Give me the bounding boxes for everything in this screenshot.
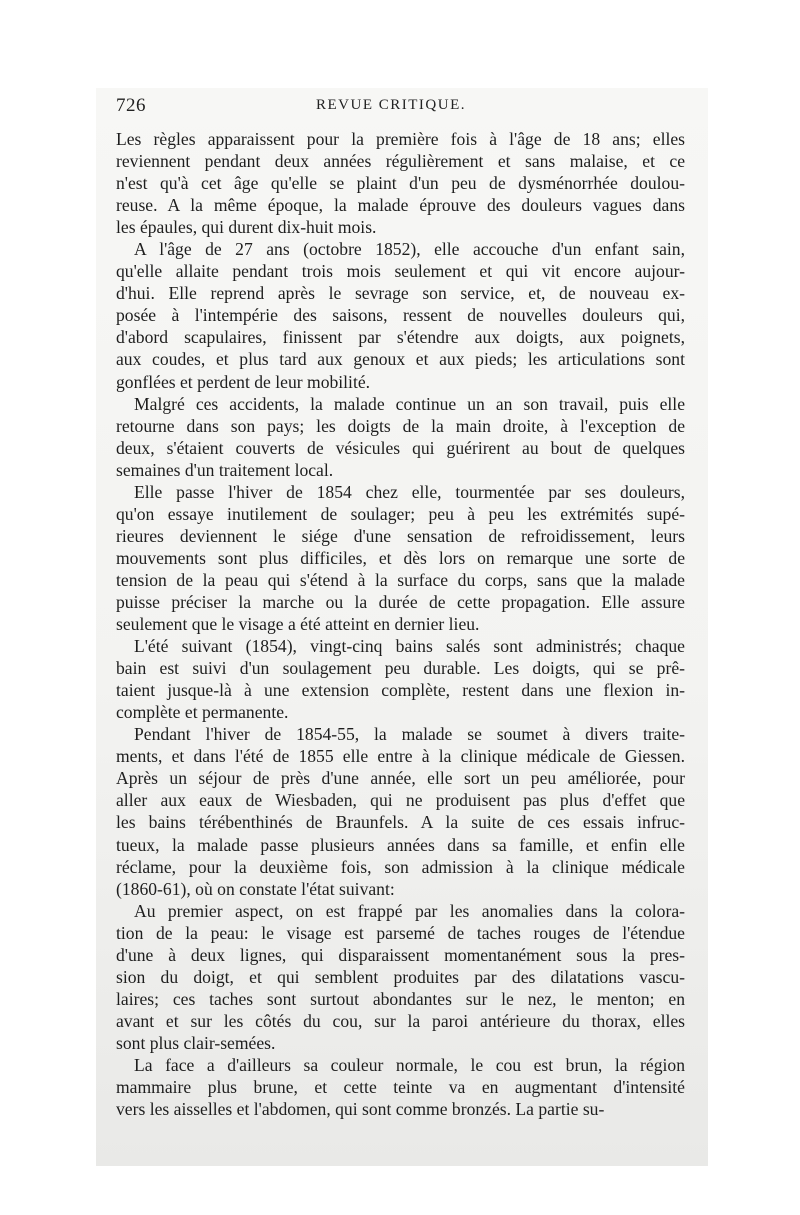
text-line: retourne dans son pays; les doigts de la main droite, à l'exception de xyxy=(116,415,685,436)
text-line: Au premier aspect, on est frappé par les anomalies dans la colora- xyxy=(134,900,685,921)
text-line: ments, et dans l'été de 1855 elle entre à la clinique médicale de Giessen. xyxy=(116,746,685,767)
paragraph xyxy=(116,723,685,899)
text-line: Après un séjour de près d'une année, elle sort un peu améliorée, pour xyxy=(116,768,685,789)
text-line: réclame, pour la deuxième fois, son admission à la clinique médicale xyxy=(116,856,685,877)
text-line: aller aux eaux de Wiesbaden, qui ne produisent pas plus d'effet que xyxy=(116,790,685,811)
text-line: complète et permanente. xyxy=(116,702,289,723)
text-line: taient jusque-là à une extension complète, restent dans une flexion in- xyxy=(116,680,685,701)
page-number: 726 xyxy=(116,95,146,116)
paragraph xyxy=(116,635,685,723)
text-line: Pendant l'hiver de 1854-55, la malade se soumet à divers traite- xyxy=(134,724,685,745)
text-line: laires; ces taches sont surtout abondantes sur le nez, le menton; en xyxy=(116,988,685,1009)
paragraph xyxy=(116,128,685,238)
body-text xyxy=(116,128,685,1120)
paragraph xyxy=(116,1054,685,1120)
text-line: vers les aisselles et l'abdomen, qui sont comme bronzés. La partie su- xyxy=(116,1099,605,1120)
text-line: tension de la peau qui s'étend à la surface du corps, sans que la malade xyxy=(116,569,685,590)
text-line: reviennent pendant deux années régulièrement et sans malaise, et ce xyxy=(116,151,685,172)
text-line: qu'on essaye inutilement de soulager; peu à peu les extrémités supé- xyxy=(116,503,685,524)
paragraph xyxy=(116,393,685,481)
text-line: La face a d'ailleurs sa couleur normale, le cou est brun, la région xyxy=(134,1054,685,1075)
text-line: mouvements sont plus difficiles, et dès lors on remarque une sorte de xyxy=(116,547,685,568)
text-line: Les règles apparaissent pour la première fois à l'âge de 18 ans; elles xyxy=(116,129,685,149)
text-line: avant et sur les côtés du cou, sur la paroi antérieure du thorax, elles xyxy=(116,1010,685,1031)
text-line: aux coudes, et plus tard aux genoux et aux pieds; les articulations sont xyxy=(116,349,685,370)
paragraph xyxy=(116,481,685,635)
text-line: bain est suivi d'un soulagement peu durable. Les doigts, qui se prê- xyxy=(116,658,685,679)
text-line: deux, s'étaient couverts de vésicules qui guérirent au bout de quelques xyxy=(116,437,685,458)
text-line: puisse préciser la marche ou la durée de cette propagation. Elle assure xyxy=(116,591,685,612)
text-line: tueux, la malade passe plusieurs années dans sa famille, et enfin elle xyxy=(116,834,685,855)
text-line: les épaules, qui durent dix-huit mois. xyxy=(116,217,377,238)
text-line: reuse. A la même époque, la malade éprouve des douleurs vagues dans xyxy=(116,195,685,216)
text-line: d'une à deux lignes, qui disparaissent momentanément sous la pres- xyxy=(116,944,685,965)
text-line: d'abord scapulaires, finissent par s'étendre aux doigts, aux poignets, xyxy=(116,327,685,348)
text-line: les bains térébenthinés de Braunfels. A la suite de ces essais infruc- xyxy=(116,812,685,833)
text-line: gonflées et perdent de leur mobilité. xyxy=(116,371,371,392)
text-line: A l'âge de 27 ans (octobre 1852), elle accouche d'un enfant sain, xyxy=(134,239,685,260)
text-line: Malgré ces accidents, la malade continue un an son travail, puis elle xyxy=(134,393,685,414)
text-line: sont plus clair-semées. xyxy=(116,1032,276,1053)
running-title: REVUE CRITIQUE. xyxy=(316,97,466,113)
text-line: d'hui. Elle reprend après le sevrage son service, et, de nouveau ex- xyxy=(116,283,685,304)
text-line: n'est qu'à cet âge qu'elle se plaint d'un peu de dysménorrhée doulou- xyxy=(116,173,685,194)
text-line: mammaire plus brune, et cette teinte va en augmentant d'intensité xyxy=(116,1077,685,1098)
text-line: posée à l'intempérie des saisons, ressent de nouvelles douleurs qui, xyxy=(116,305,685,326)
text-line: qu'elle allaite pendant trois mois seulement et qui vit encore aujour- xyxy=(116,261,685,282)
text-line: rieures deviennent le siége d'une sensation de refroidissement, leurs xyxy=(116,525,685,546)
text-line: sion du doigt, et qui semblent produites par des dilatations vascu- xyxy=(116,966,685,987)
text-line: seulement que le visage a été atteint en dernier lieu. xyxy=(116,614,480,635)
text-line: L'été suivant (1854), vingt-cinq bains salés sont administrés; chaque xyxy=(134,636,685,657)
text-line: tion de la peau: le visage est parsemé de taches rouges de l'étendue xyxy=(116,922,685,943)
text-line: semaines d'un traitement local. xyxy=(116,459,334,480)
paragraph xyxy=(116,238,685,392)
text-line: (1860-61), où on constate l'état suivant: xyxy=(116,878,395,899)
paragraph xyxy=(116,900,685,1054)
page-header xyxy=(116,95,694,123)
text-line: Elle passe l'hiver de 1854 chez elle, tourmentée par ses douleurs, xyxy=(134,481,685,502)
